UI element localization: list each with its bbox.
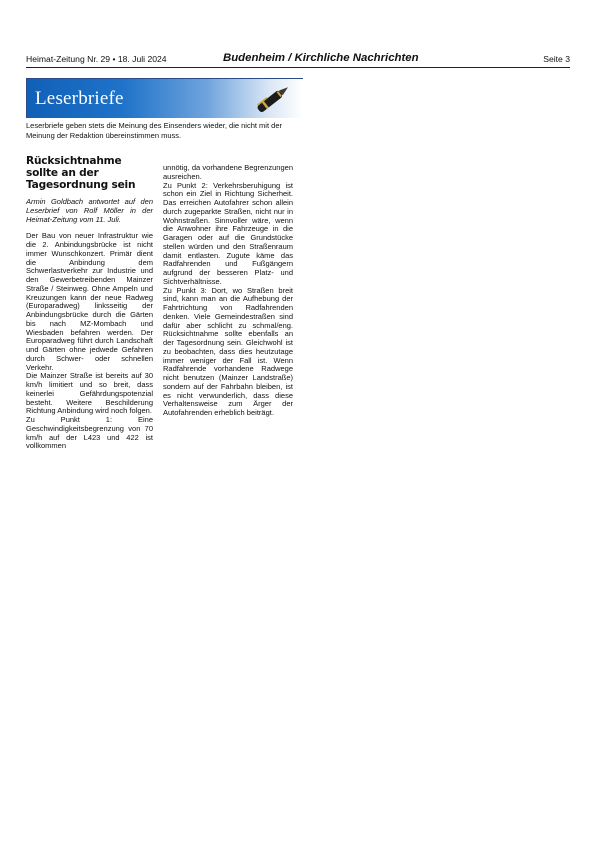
banner-title: Leserbriefe — [35, 88, 124, 109]
article-paragraph: Die Mainzer Straße ist bereits auf 30 km/h limitiert und so breit, dass keinerlei Gefährdungspotenzial besteht. Weitere Beschilderung Richtung Anbindung wird noch folgen. — [26, 371, 153, 416]
article-paragraph: unnötig, da vorhandene Begrenzungen ausreichen. — [163, 163, 293, 181]
page-header — [26, 53, 570, 67]
header-divider — [26, 67, 570, 68]
article-headline — [26, 155, 153, 191]
article-column-1 — [26, 155, 153, 451]
section-title: Budenheim / Kirchliche Nachrichten — [223, 52, 419, 64]
page-number: Seite 3 — [543, 54, 570, 64]
section-banner — [26, 78, 303, 118]
article-paragraph: Zu Punkt 1: Eine Geschwindigkeitsbegrenzung von 70 km/h auf der L423 und 422 ist vollkommen — [26, 415, 153, 451]
headline-line: Tagesordnung sein — [26, 179, 136, 191]
headline-line: Rücksichtnahme — [26, 155, 122, 167]
article-column-2 — [163, 164, 293, 418]
headline-line: sollte an der — [26, 167, 99, 179]
article-paragraph: Zu Punkt 2: Verkehrsberuhigung ist schon ein Ziel in Richtung Sicherheit. Das erreichen Autofahrer schon allein durch zugeparkte Straßen, nicht nur in Wohnstraßen. Sinnvoller wäre, wenn die Anwohner ihre Fahrzeuge in die Garagen oder auf die Grundstücke stellen würden und den Straßenraum damit entlasten. Zugute käme das Radfahrenden und Fußgängern aufgrund der besseren Platz- und Sichtverhältnisse. — [163, 180, 293, 286]
fountain-pen-icon — [251, 82, 295, 116]
disclaimer-text: Leserbriefe geben stets die Meinung des Einsenders wieder, die nicht mit der Meinung der Redaktion übereinstimmen muss. — [26, 121, 282, 140]
article-paragraph: Zu Punkt 3: Dort, wo Straßen breit sind, kann man an die Aufhebung der Fahrtrichtung von Radfahrenden denken. Viele Gemeindestraßen sind dafür aber schlicht zu schmal/eng. Rücksichtnahme sollte ebenfalls an der Tagesordnung sein. Gleichwohl ist zu beobachten, dass dies heutzutage immer weniger der Fall ist. Wenn Radfahrende vorhandene Radwege nicht benutzen (Mainzer Landstraße) sondern auf der Fahrbahn bleiben, ist es nicht verwunderlich, dass diese Verhaltensweise zum Ärger der Autofahrenden erheblich beiträgt. — [163, 285, 293, 417]
article-paragraph: Der Bau von neuer Infrastruktur wie die 2. Anbindungsbrücke ist nicht immer Wunschkonzert. Primär dient die Anbindung dem Schwerlastverkehr zur Industrie und den Gewerbetreibenden Mainzer Straße / Steinweg. Ohne Ampeln und Kreuzungen kann der neue Radweg (Europaradweg) linksseitig der Anbindungsbrücke durch die Gärten bis nach MZ-Mombach und Wiesbaden befahren werden. Der Europaradweg führt durch Landschaft und Gärten ohne jedwede Gefahren durch Schwer- oder schnellen Verkehr. — [26, 231, 153, 372]
issue-info: Heimat-Zeitung Nr. 29 • 18. Juli 2024 — [26, 54, 167, 64]
article-lead: Armin Goldbach antwortet auf den Leserbrief von Rolf Möller in der Heimat-Zeitung vom 11. Juli. — [26, 197, 153, 224]
